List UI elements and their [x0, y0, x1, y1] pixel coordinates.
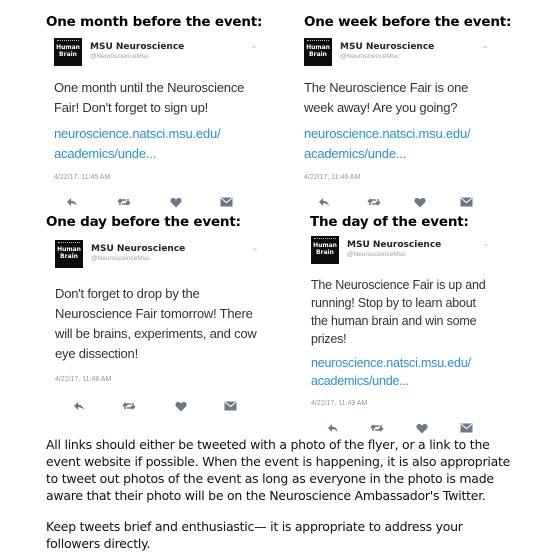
chevron-down-icon[interactable]: ⌄ [250, 40, 258, 50]
tweet-text: The Neuroscience Fair is one week away! Are you going? [304, 80, 469, 115]
account-name[interactable]: MSU Neuroscience [90, 42, 185, 52]
account-name[interactable]: MSU Neuroscience [340, 42, 435, 52]
avatar[interactable]: Human Brain [55, 240, 83, 268]
heading-day-of: The day of the event: [310, 214, 469, 230]
tweet-text: Don't forget to drop by the Neuroscience Fair tomorrow! There will be brains, experiments, and cow eye dissection! [55, 286, 257, 361]
tweet-actions [54, 195, 259, 211]
tweet-timestamp: 4/22/17, 11:46 AM [304, 174, 361, 181]
tweet-actions [304, 195, 490, 211]
account-name[interactable]: MSU Neuroscience [347, 240, 442, 250]
tweet-timestamp: 4/22/17, 11:45 AM [54, 174, 111, 181]
tone-paragraph: Keep tweets brief and enthusiastic— it is appropriate to address your followers directly. [46, 519, 463, 551]
tweet-link[interactable]: neuroscience.natsci.msu.edu/ academics/unde... [54, 126, 221, 161]
reply-icon[interactable] [316, 195, 332, 209]
retweet-icon[interactable] [121, 399, 137, 413]
tweet-card-one-month[interactable] [54, 38, 259, 211]
guidelines-paragraph: All links should either be tweeted with a photo of the flyer, or a link to the event website if possible. When the event is happening, it is also appropriate to tweet out photos of the event as long as everyone in the photo is made aware that their photo will be on the Neuroscience Ambassador's Twitter. [46, 437, 511, 503]
account-handle[interactable]: @NeuroscienceMsu [347, 251, 406, 258]
like-icon[interactable] [173, 399, 189, 413]
like-icon[interactable] [412, 195, 428, 209]
chevron-down-icon[interactable]: ⌄ [482, 238, 490, 248]
tweet-timestamp: 4/22/17, 11:48 AM [55, 376, 112, 383]
account-handle[interactable]: @NeuroscienceMsu [91, 255, 150, 262]
avatar[interactable]: Human Brain [304, 38, 332, 66]
retweet-icon[interactable] [116, 195, 132, 209]
tweet-actions [55, 399, 260, 415]
reply-icon[interactable] [325, 421, 341, 435]
message-icon[interactable] [222, 399, 238, 413]
heading-one-day: One day before the event: [46, 214, 241, 230]
account-name[interactable]: MSU Neuroscience [91, 244, 186, 254]
tweet-text: The Neuroscience Fair is up and running! Stop by to learn about the human brain and win some prizes! [311, 278, 486, 346]
account-handle[interactable]: @NeuroscienceMsu [90, 53, 149, 60]
tweet-card-one-day[interactable] [55, 240, 260, 415]
like-icon[interactable] [168, 195, 184, 209]
heading-one-week: One week before the event: [304, 14, 512, 30]
tweet-text: One month until the Neuroscience Fair! Don't forget to sign up! [54, 80, 245, 115]
chevron-down-icon[interactable]: ⌄ [481, 40, 489, 50]
avatar[interactable]: Human Brain [54, 38, 82, 66]
account-handle[interactable]: @NeuroscienceMsu [340, 53, 399, 60]
tweet-timestamp: 4/22/17, 11:49 AM [311, 400, 368, 407]
message-icon[interactable] [218, 195, 234, 209]
message-icon[interactable] [458, 195, 474, 209]
reply-icon[interactable] [64, 195, 80, 209]
message-icon[interactable] [458, 421, 474, 435]
tweet-card-day-of[interactable] [311, 236, 491, 437]
tweet-actions [311, 421, 491, 437]
retweet-icon[interactable] [369, 421, 385, 435]
reply-icon[interactable] [71, 399, 87, 413]
like-icon[interactable] [414, 421, 430, 435]
chevron-down-icon[interactable]: ⌄ [251, 242, 259, 252]
tweet-link[interactable]: neuroscience.natsci.msu.edu/ academics/unde... [304, 126, 471, 161]
heading-one-month: One month before the event: [46, 14, 263, 30]
retweet-icon[interactable] [366, 195, 382, 209]
avatar[interactable]: Human Brain [311, 236, 339, 264]
tweet-link[interactable]: neuroscience.natsci.msu.edu/ academics/unde... [311, 356, 471, 388]
tweet-card-one-week[interactable] [304, 38, 490, 211]
